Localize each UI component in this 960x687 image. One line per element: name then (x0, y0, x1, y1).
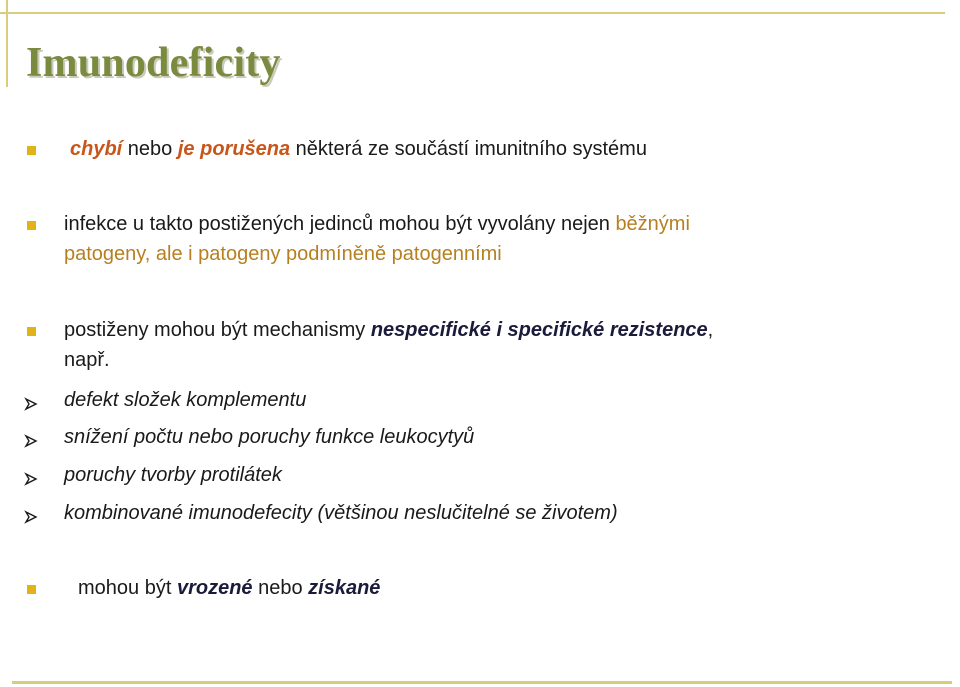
bullet-4: mohou být vrozené nebo získané (78, 577, 381, 599)
slide-title: Imunodeficity (26, 40, 281, 86)
square-bullet-icon (27, 221, 36, 230)
highlight-rezistence: nespecifické i specifické rezistence (370, 319, 708, 341)
square-bullet-icon (27, 327, 36, 336)
bullet-3: postiženy mohou být mechanismy nespecifické i specifické rezistence, např. (64, 319, 714, 371)
sub-bullet-4: kombinované imunodefecity (většinou neslučitelné se životem) (64, 502, 618, 524)
sub-bullet-1: defekt složek komplementu (64, 389, 307, 411)
highlight-ziskane: získané (308, 577, 381, 599)
frame-left-line (6, 0, 8, 87)
square-bullet-icon (27, 585, 36, 594)
arrow-bullet-icon (24, 434, 38, 448)
sub-bullet-3: poruchy tvorby protilátek (64, 464, 282, 486)
highlight-chybi: chybí (70, 138, 123, 160)
arrow-bullet-icon (24, 510, 38, 524)
highlight-porusena: je porušena (177, 138, 291, 160)
arrow-bullet-icon (24, 472, 38, 486)
sub-bullet-2: snížení počtu nebo poruchy funkce leukocytyů (64, 426, 475, 448)
frame-top-line (0, 12, 945, 14)
bullet-1: chybí nebo je porušena některá ze součástí imunitního systému (70, 138, 647, 160)
frame-bottom-line (12, 681, 952, 684)
square-bullet-icon (27, 146, 36, 155)
highlight-vrozene: vrozené (176, 577, 253, 599)
bullet-2: infekce u takto postižených jedinců mohou být vyvolány nejen běžnými patogeny, ale i patogeny podmíněně patogenními (64, 213, 690, 265)
arrow-bullet-icon (24, 397, 38, 411)
